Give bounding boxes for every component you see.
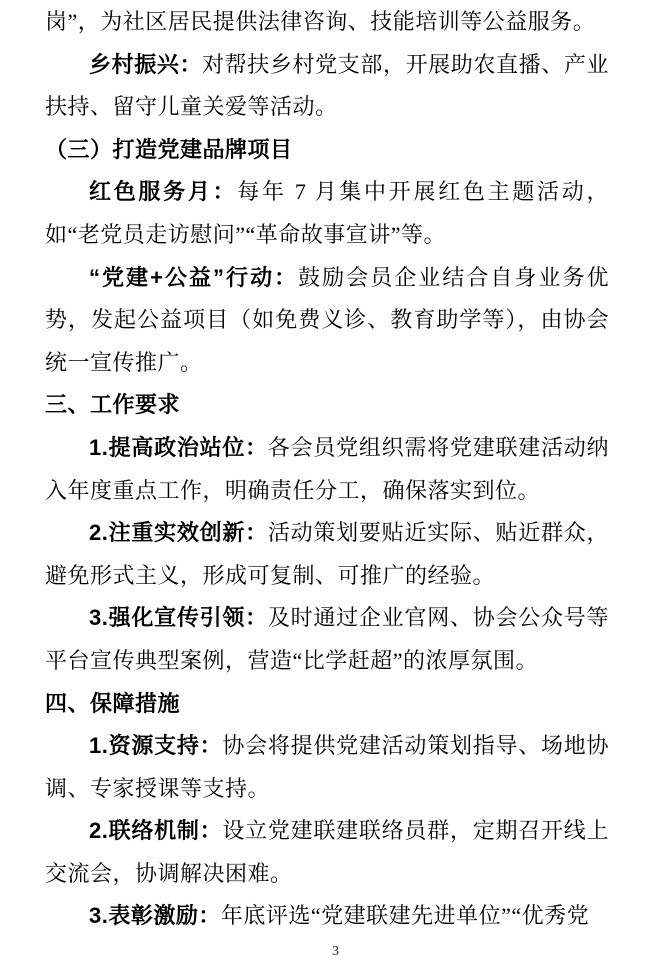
- paragraph-continuation: [45, 1, 609, 44]
- paragraph-label: 1.资源支持：: [89, 733, 223, 759]
- paragraph-resource-support: [45, 725, 609, 810]
- paragraph-text: 协会将提供党建活动策划指导、场地协调、专家授课等支持。: [45, 733, 609, 801]
- paragraph-label: 2.联络机制：: [89, 818, 223, 844]
- paragraph-commendation-incentive: [45, 895, 609, 938]
- document-body: [45, 1, 609, 938]
- paragraph-practical-innovation: [45, 512, 609, 597]
- paragraph-liaison-mechanism: [45, 810, 609, 895]
- paragraph-rural-revitalization: [45, 44, 609, 129]
- section-heading-work-requirements: 三、工作要求: [45, 392, 181, 418]
- paragraph-label: 3.表彰激励：: [89, 903, 221, 929]
- paragraph-text: 对帮扶乡村党支部，开展助农直播、产业扶持、留守儿童关爱等活动。: [45, 51, 609, 120]
- paragraph-text: 设立党建联建联络员群，定期召开线上交流会，协调解决困难。: [45, 818, 609, 886]
- paragraph-label: 乡村振兴：: [89, 51, 203, 77]
- page-number: 3: [332, 944, 339, 959]
- paragraph-label: 红色服务月：: [89, 179, 238, 205]
- paragraph-text: 年底评选“党建联建先进单位”“优秀党: [220, 903, 590, 929]
- paragraph-text: 及时通过企业官网、协会公众号等平台宣传典型案例，营造“比学赶超”的浓厚氛围。: [45, 605, 609, 673]
- paragraph-political-positioning: [45, 427, 609, 512]
- section-heading-safeguard-measures: 四、保障措施: [45, 690, 181, 716]
- paragraph-label: 3.强化宣传引领：: [89, 605, 268, 631]
- paragraph-red-service-month: [45, 171, 609, 256]
- paragraph-label: 2.注重实效创新：: [89, 520, 268, 546]
- paragraph-text: 岗”，为社区居民提供法律咨询、技能培训等公益服务。: [45, 9, 596, 34]
- paragraph-party-building-charity: [45, 257, 609, 385]
- paragraph-text: 鼓励会员企业结合自身业务优势，发起公益项目（如免费义诊、教育助学等），由协会统一宣传推广。: [45, 264, 609, 375]
- paragraph-publicity-guidance: [45, 597, 609, 682]
- paragraph-text: 每年 7 月集中开展红色主题活动，如“老党员走访慰问”“革命故事宣讲”等。: [45, 179, 609, 247]
- paragraph-text: 活动策划要贴近实际、贴近群众，避免形式主义，形成可复制、可推广的经验。: [45, 520, 609, 588]
- paragraph-label: 1.提高政治站位：: [89, 434, 268, 460]
- section-heading-brand-projects: （三）打造党建品牌项目: [45, 136, 293, 162]
- paragraph-text: 各会员党组织需将党建联建活动纳入年度重点工作，明确责任分工，确保落实到位。: [45, 434, 609, 503]
- paragraph-label: “党建+公益”行动：: [89, 264, 299, 290]
